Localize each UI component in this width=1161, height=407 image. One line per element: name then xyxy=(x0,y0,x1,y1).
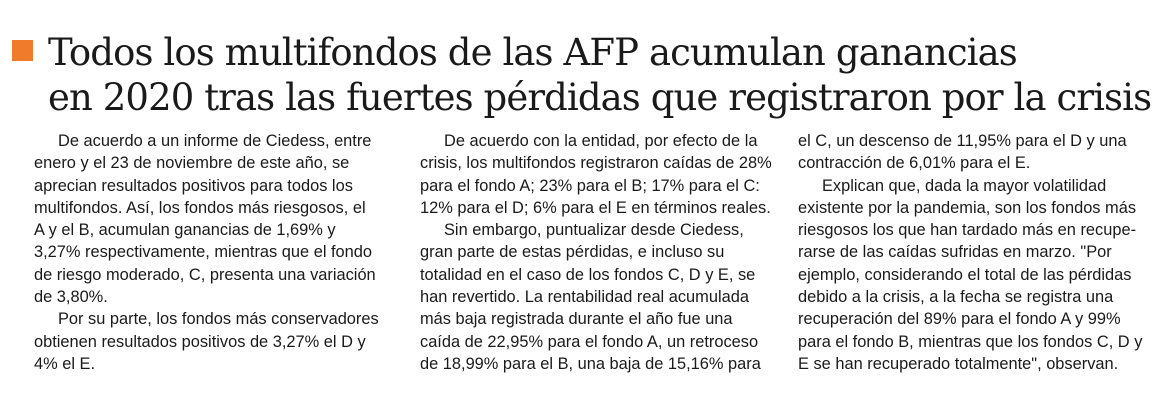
headline-line-1: Todos los multifondos de las AFP acumulan ganancias xyxy=(48,31,1017,74)
text-line: A y el B, acumulan ganancias de 1,69% y xyxy=(34,221,336,240)
text-line: de riesgo moderado, C, presenta una variación xyxy=(34,265,376,284)
paragraph xyxy=(798,175,1148,376)
text-line: multifondos. Así, los fondos más riesgosos, el xyxy=(34,198,366,217)
paragraph xyxy=(420,219,770,375)
text-line: riesgosos los que han tardado más en recupe- xyxy=(798,221,1137,240)
text-line: para el fondo A; 23% para el B; 17% para el C: xyxy=(420,176,760,195)
body-column-1 xyxy=(34,130,384,375)
text-line: E se han recuperado totalmente", observan. xyxy=(798,354,1119,373)
text-line: han revertido. La rentabilidad real acumulada xyxy=(420,288,749,307)
text-line: 12% para el D; 6% para el E en términos reales. xyxy=(420,198,771,217)
headline-line-2: en 2020 tras las fuertes pérdidas que registraron por la crisis xyxy=(48,76,1152,119)
text-line: más baja registrada durante el año fue una xyxy=(420,310,733,329)
headline xyxy=(48,30,1152,120)
body-column-3 xyxy=(798,130,1148,375)
text-line: contracción de 6,01% para el E. xyxy=(798,154,1031,173)
text-line: existente por la pandemia, son los fondos más xyxy=(798,198,1137,217)
body-column-2 xyxy=(420,130,770,375)
text-line: De acuerdo a un informe de Ciedess, entre xyxy=(58,132,372,150)
text-line: aprecian resultados positivos para todos los xyxy=(34,176,353,195)
text-line: crisis, los multifondos registraron caídas de 28% xyxy=(420,154,772,173)
text-line: Sin embargo, puntualizar desde Ciedess, xyxy=(444,221,744,240)
text-line: el C, un descenso de 11,95% para el D y una xyxy=(798,132,1127,150)
text-line: obtienen resultados positivos de 3,27% el D y xyxy=(34,332,366,351)
orange-square-bullet-icon xyxy=(12,40,33,61)
text-line: caída de 22,95% para el fondo A, un retroceso xyxy=(420,332,759,351)
text-line: Explican que, dada la mayor volatilidad xyxy=(822,176,1107,195)
text-line: 3,27% respectivamente, mientras que el fondo xyxy=(34,243,373,262)
text-line: recuperación del 89% para el fondo A y 99% xyxy=(798,310,1121,329)
paragraph xyxy=(34,308,384,375)
paragraph xyxy=(420,130,770,219)
text-line: de 3,80%. xyxy=(34,288,108,307)
text-line: debido a la crisis, a la fecha se registra una xyxy=(798,288,1114,307)
text-line: gran parte de estas pérdidas, e incluso su xyxy=(420,243,725,262)
text-line: de 18,99% para el B, una baja de 15,16% para xyxy=(420,354,761,373)
text-line: 4% el E. xyxy=(34,354,96,373)
text-line: totalidad en el caso de los fondos C, D y E, se xyxy=(420,265,756,284)
paragraph xyxy=(34,130,384,308)
text-line: rarse de las caídas sufridas en marzo. "Por xyxy=(798,243,1112,262)
paragraph xyxy=(798,130,1148,175)
text-line: Por su parte, los fondos más conservadores xyxy=(58,310,379,329)
text-line: enero y el 23 de noviembre de este año, se xyxy=(34,154,350,173)
text-line: ejemplo, considerando el total de las pérdidas xyxy=(798,265,1132,284)
text-line: De acuerdo con la entidad, por efecto de la xyxy=(444,132,758,150)
text-line: para el fondo B, mientras que los fondos C, D y xyxy=(798,332,1143,351)
